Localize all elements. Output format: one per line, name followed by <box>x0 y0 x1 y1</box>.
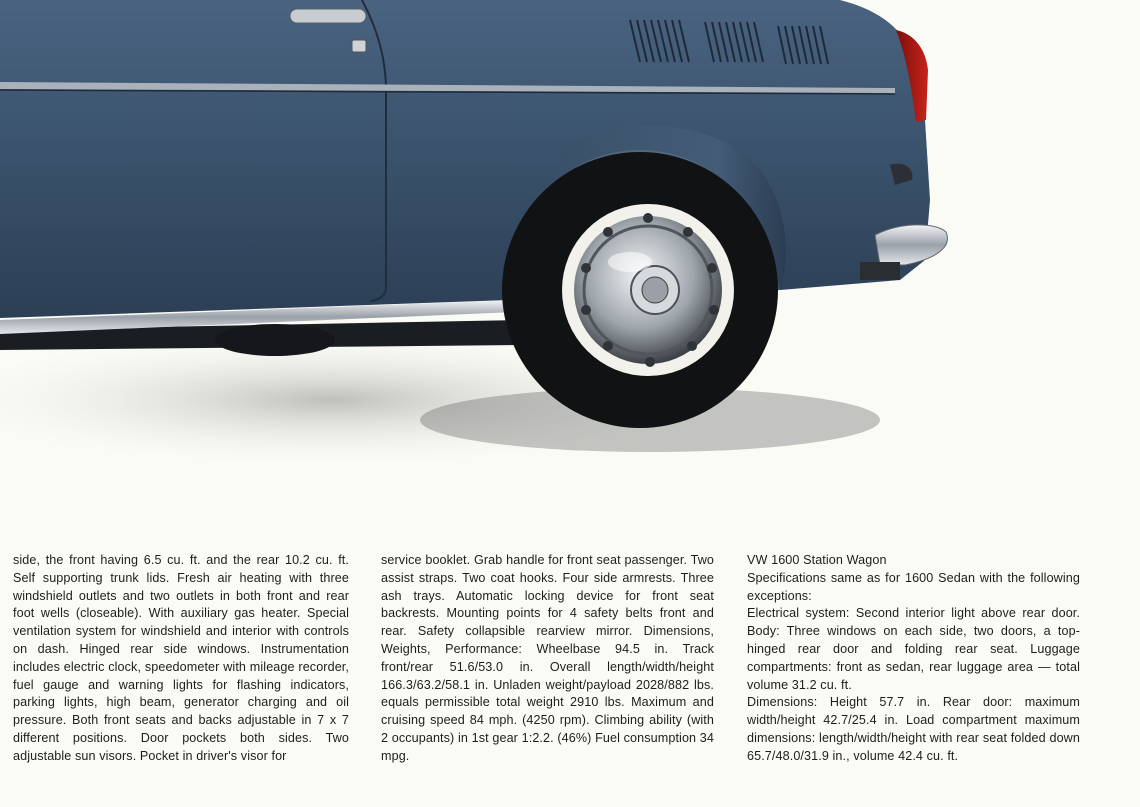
column-3-paragraph-1: Specifications same as for 1600 Sedan with the following exceptions: <box>747 570 1080 603</box>
text-column-1 <box>13 552 349 766</box>
column-1-text: side, the front having 6.5 cu. ft. and the rear 10.2 cu. ft. Self supporting trunk lids. Fresh air heating with three windshield outlets and two outlets in both front and rear foot wells (closeable). With auxiliary gas heater. Special ventilation system for windshield and interior with controls on dash. Hinged rear side windows. Instrumentation includes electric clock, speedometer with mileage recorder, fuel gauge and warning lights for flashing indicators, parking lights, high beam, generator charging and oil pressure. Both front seats and backs adjustable in 7 x 7 different positions. Door pockets both sides. Two adjustable sun visors. Pocket in driver's visor for <box>13 553 349 763</box>
column-2-text: service booklet. Grab handle for front seat passenger. Two assist straps. Two coat hooks. Four side armrests. Three ash trays. Automatic locking device for front seat backrests. Mounting points for 4 safety belts front and rear. Safety collapsible rearview mirror. Dimensions, Weights, Performance: Wheelbase 94.5 in. Track front/rear 51.6/53.0 in. Overall length/width/height 166.3/63.2/58.1 in. Unladen weight/payload 2028/882 lbs. equals permissible total weight 2910 lbs. Maximum and cruising speed 84 mph. (4250 rpm). Climbing ability (with 2 occupants) in 1st gear 1:2.2. (46%) Fuel consumption 34 mpg. <box>381 553 714 763</box>
column-3-paragraph-3: Dimensions: Height 57.7 in. Rear door: maximum width/height 42.7/25.4 in. Load compartment maximum dimensions: length/width/height with rear seat folded down 65.7/48.0/31.9 in., volume 42.4 cu. ft. <box>747 695 1080 763</box>
text-column-2 <box>381 552 714 766</box>
station-wagon-heading: VW 1600 Station Wagon <box>747 553 887 567</box>
column-3-paragraph-2: Electrical system: Second interior light above rear door. Body: Three windows on each side, two doors, a top-hinged rear door and folding rear seat. Luggage compartments: front as sedan, rear luggage area — total volume 31.2 cu. ft. <box>747 606 1080 692</box>
text-column-3 <box>747 552 1080 766</box>
